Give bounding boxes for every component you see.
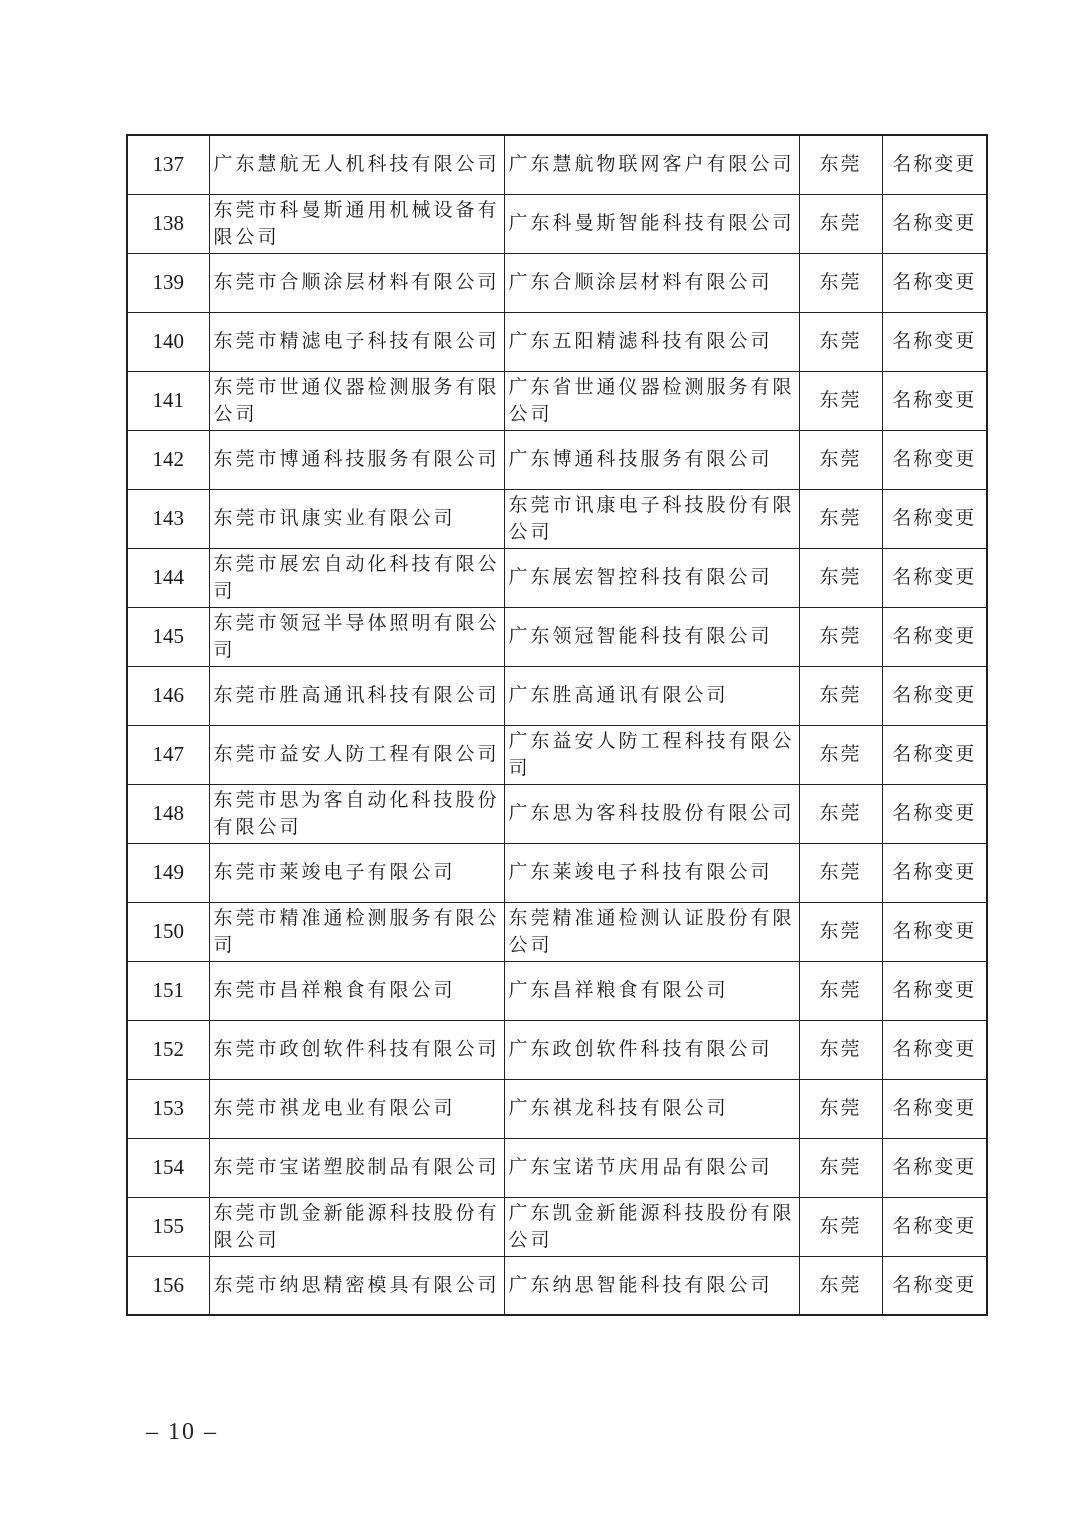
change-type-cell: 名称变更 [882,135,987,194]
table-row [127,1256,987,1315]
table-body [127,135,987,1315]
change-type-cell: 名称变更 [882,253,987,312]
row-number-cell: 149 [127,843,209,902]
city-cell: 东莞 [799,1020,882,1079]
change-type-cell: 名称变更 [882,902,987,961]
change-type-cell: 名称变更 [882,843,987,902]
new-company-name-cell: 广东领冠智能科技有限公司 [504,607,799,666]
original-company-name-cell: 东莞市政创软件科技有限公司 [209,1020,504,1079]
table-row [127,312,987,371]
change-type-cell: 名称变更 [882,548,987,607]
original-company-name-cell: 东莞市讯康实业有限公司 [209,489,504,548]
original-company-name-cell: 东莞市世通仪器检测服务有限公司 [209,371,504,430]
change-type-cell: 名称变更 [882,784,987,843]
city-cell: 东莞 [799,253,882,312]
row-number-cell: 153 [127,1079,209,1138]
change-type-cell: 名称变更 [882,1138,987,1197]
change-type-cell: 名称变更 [882,666,987,725]
new-company-name-cell: 广东合顺涂层材料有限公司 [504,253,799,312]
city-cell: 东莞 [799,548,882,607]
original-company-name-cell: 东莞市博通科技服务有限公司 [209,430,504,489]
change-type-cell: 名称变更 [882,1256,987,1315]
city-cell: 东莞 [799,961,882,1020]
new-company-name-cell: 广东胜高通讯有限公司 [504,666,799,725]
row-number-cell: 154 [127,1138,209,1197]
row-number-cell: 140 [127,312,209,371]
city-cell: 东莞 [799,489,882,548]
change-type-cell: 名称变更 [882,430,987,489]
new-company-name-cell: 广东政创软件科技有限公司 [504,1020,799,1079]
change-type-cell: 名称变更 [882,312,987,371]
row-number-cell: 155 [127,1197,209,1256]
new-company-name-cell: 广东凯金新能源科技股份有限公司 [504,1197,799,1256]
table-row [127,1138,987,1197]
new-company-name-cell: 广东科曼斯智能科技有限公司 [504,194,799,253]
new-company-name-cell: 广东五阳精滤科技有限公司 [504,312,799,371]
row-number-cell: 139 [127,253,209,312]
row-number-cell: 148 [127,784,209,843]
new-company-name-cell: 广东省世通仪器检测服务有限公司 [504,371,799,430]
original-company-name-cell: 东莞市展宏自动化科技有限公司 [209,548,504,607]
original-company-name-cell: 东莞市宝诺塑胶制品有限公司 [209,1138,504,1197]
table-row [127,607,987,666]
original-company-name-cell: 东莞市胜高通讯科技有限公司 [209,666,504,725]
row-number-cell: 144 [127,548,209,607]
row-number-cell: 151 [127,961,209,1020]
original-company-name-cell: 东莞市合顺涂层材料有限公司 [209,253,504,312]
original-company-name-cell: 东莞市祺龙电业有限公司 [209,1079,504,1138]
table-row [127,902,987,961]
row-number-cell: 142 [127,430,209,489]
table-row [127,1020,987,1079]
table-row [127,725,987,784]
original-company-name-cell: 东莞市精准通检测服务有限公司 [209,902,504,961]
new-company-name-cell: 广东展宏智控科技有限公司 [504,548,799,607]
change-type-cell: 名称变更 [882,194,987,253]
page-number: – 10 – [146,1419,218,1445]
city-cell: 东莞 [799,1197,882,1256]
table-row [127,961,987,1020]
row-number-cell: 145 [127,607,209,666]
new-company-name-cell: 广东宝诺节庆用品有限公司 [504,1138,799,1197]
change-type-cell: 名称变更 [882,371,987,430]
change-type-cell: 名称变更 [882,725,987,784]
original-company-name-cell: 广东慧航无人机科技有限公司 [209,135,504,194]
table-row [127,548,987,607]
row-number-cell: 150 [127,902,209,961]
new-company-name-cell: 广东益安人防工程科技有限公司 [504,725,799,784]
change-type-cell: 名称变更 [882,489,987,548]
city-cell: 东莞 [799,1256,882,1315]
original-company-name-cell: 东莞市科曼斯通用机械设备有限公司 [209,194,504,253]
new-company-name-cell: 广东莱竣电子科技有限公司 [504,843,799,902]
table-row [127,489,987,548]
city-cell: 东莞 [799,607,882,666]
change-type-cell: 名称变更 [882,1197,987,1256]
city-cell: 东莞 [799,902,882,961]
original-company-name-cell: 东莞市昌祥粮食有限公司 [209,961,504,1020]
table-row [127,784,987,843]
original-company-name-cell: 东莞市思为客自动化科技股份有限公司 [209,784,504,843]
change-type-cell: 名称变更 [882,1079,987,1138]
row-number-cell: 147 [127,725,209,784]
new-company-name-cell: 广东慧航物联网客户有限公司 [504,135,799,194]
city-cell: 东莞 [799,784,882,843]
row-number-cell: 146 [127,666,209,725]
city-cell: 东莞 [799,194,882,253]
original-company-name-cell: 东莞市纳思精密模具有限公司 [209,1256,504,1315]
original-company-name-cell: 东莞市莱竣电子有限公司 [209,843,504,902]
city-cell: 东莞 [799,430,882,489]
city-cell: 东莞 [799,843,882,902]
table-row [127,843,987,902]
original-company-name-cell: 东莞市领冠半导体照明有限公司 [209,607,504,666]
original-company-name-cell: 东莞市精滤电子科技有限公司 [209,312,504,371]
table-row [127,666,987,725]
row-number-cell: 156 [127,1256,209,1315]
original-company-name-cell: 东莞市益安人防工程有限公司 [209,725,504,784]
row-number-cell: 152 [127,1020,209,1079]
new-company-name-cell: 广东祺龙科技有限公司 [504,1079,799,1138]
city-cell: 东莞 [799,312,882,371]
new-company-name-cell: 广东思为客科技股份有限公司 [504,784,799,843]
city-cell: 东莞 [799,371,882,430]
row-number-cell: 141 [127,371,209,430]
new-company-name-cell: 广东博通科技服务有限公司 [504,430,799,489]
table-row [127,1079,987,1138]
row-number-cell: 138 [127,194,209,253]
new-company-name-cell: 广东纳思智能科技有限公司 [504,1256,799,1315]
change-type-cell: 名称变更 [882,1020,987,1079]
row-number-cell: 137 [127,135,209,194]
row-number-cell: 143 [127,489,209,548]
table-row [127,194,987,253]
original-company-name-cell: 东莞市凯金新能源科技股份有限公司 [209,1197,504,1256]
table-row [127,371,987,430]
city-cell: 东莞 [799,1138,882,1197]
change-type-cell: 名称变更 [882,961,987,1020]
table-row [127,135,987,194]
city-cell: 东莞 [799,666,882,725]
new-company-name-cell: 东莞市讯康电子科技股份有限公司 [504,489,799,548]
table-row [127,430,987,489]
city-cell: 东莞 [799,1079,882,1138]
city-cell: 东莞 [799,135,882,194]
table-row [127,253,987,312]
new-company-name-cell: 广东昌祥粮食有限公司 [504,961,799,1020]
table-row [127,1197,987,1256]
new-company-name-cell: 东莞精准通检测认证股份有限公司 [504,902,799,961]
city-cell: 东莞 [799,725,882,784]
company-name-change-table [126,134,988,1316]
change-type-cell: 名称变更 [882,607,987,666]
